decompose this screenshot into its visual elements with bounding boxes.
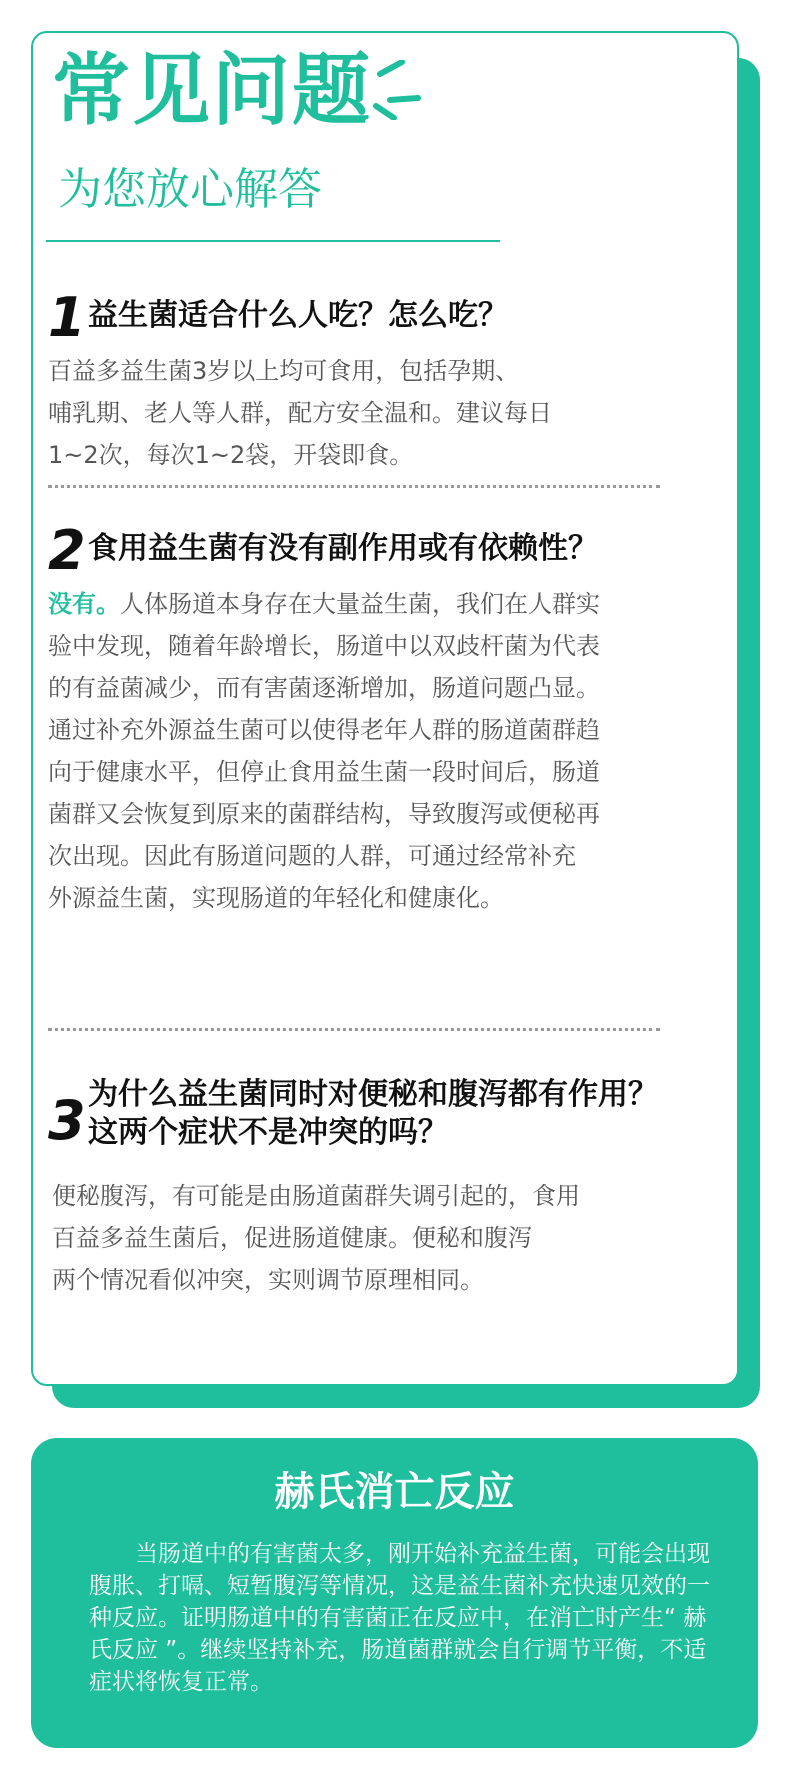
question-title-line: 这两个症状不是冲突的吗？	[88, 1115, 448, 1150]
question-number: 3	[48, 1089, 86, 1152]
answer-line: 百益多益生菌后，促进肠道健康。便秘和腹泻	[52, 1224, 532, 1252]
question-title: 食用益生菌有没有副作用或有依赖性？	[88, 531, 598, 566]
answer-line-rest: 人体肠道本身存在大量益生菌，我们在人群实	[120, 590, 600, 618]
sparkle-icon	[372, 60, 422, 120]
reaction-panel	[31, 1438, 758, 1748]
question-title-line: 为什么益生菌同时对便秘和腹泻都有作用？	[88, 1077, 658, 1112]
question-number: 1	[48, 286, 86, 349]
answer-highlight: 没有。	[48, 590, 120, 618]
dotted-divider	[48, 485, 660, 488]
answer-line: 菌群又会恢复到原来的菌群结构，导致腹泻或便秘再	[48, 800, 600, 828]
answer-line: 的有益菌减少，而有害菌逐渐增加，肠道问题凸显。	[48, 674, 600, 702]
answer-line: 通过补充外源益生菌可以使得老年人群的肠道菌群趋	[48, 716, 600, 744]
title-divider	[46, 240, 500, 242]
answer-line: 哺乳期、老人等人群，配方安全温和。建议每日	[48, 399, 552, 427]
question-number: 2	[48, 519, 86, 582]
question-title	[88, 1076, 658, 1152]
answer-line: 1~2次，每次1~2袋，开袋即食。	[48, 441, 414, 469]
answer-line: 次出现。因此有肠道问题的人群，可通过经常补充	[48, 842, 576, 870]
reaction-title: 赫氏消亡反应	[274, 1469, 515, 1515]
answer-line: 两个情况看似冲突，实则调节原理相同。	[52, 1266, 484, 1294]
dotted-divider	[48, 1028, 660, 1031]
answer-text	[52, 1175, 662, 1301]
answer-line: 百益多益生菌3岁以上均可食用，包括孕期、	[48, 357, 520, 385]
page-title: 常见问题	[52, 46, 373, 136]
answer-line: 验中发现，随着年龄增长，肠道中以双歧杆菌为代表	[48, 632, 600, 660]
answer-line: 便秘腹泻，有可能是由肠道菌群失调引起的，食用	[52, 1182, 580, 1210]
answer-text	[48, 350, 658, 476]
answer-text	[48, 583, 658, 919]
answer-line	[48, 583, 658, 625]
question-title: 益生菌适合什么人吃？怎么吃？	[88, 298, 508, 333]
answer-line: 向于健康水平，但停止食用益生菌一段时间后，肠道	[48, 758, 600, 786]
reaction-body: 当肠道中的有害菌太多，刚开始补充益生菌，可能会出现腹胀、打嗝、短暂腹泻等情况，这是益生菌补充快速见效的一种反应。证明肠道中的有害菌正在反应中，在消亡时产生“ 赫氏反应 ”。继续坚持补充，肠道菌群就会自行调节平衡，不适症状将恢复正常。	[89, 1541, 710, 1695]
answer-line: 外源益生菌，实现肠道的年轻化和健康化。	[48, 884, 504, 912]
page-subtitle: 为您放心解答	[58, 164, 322, 215]
